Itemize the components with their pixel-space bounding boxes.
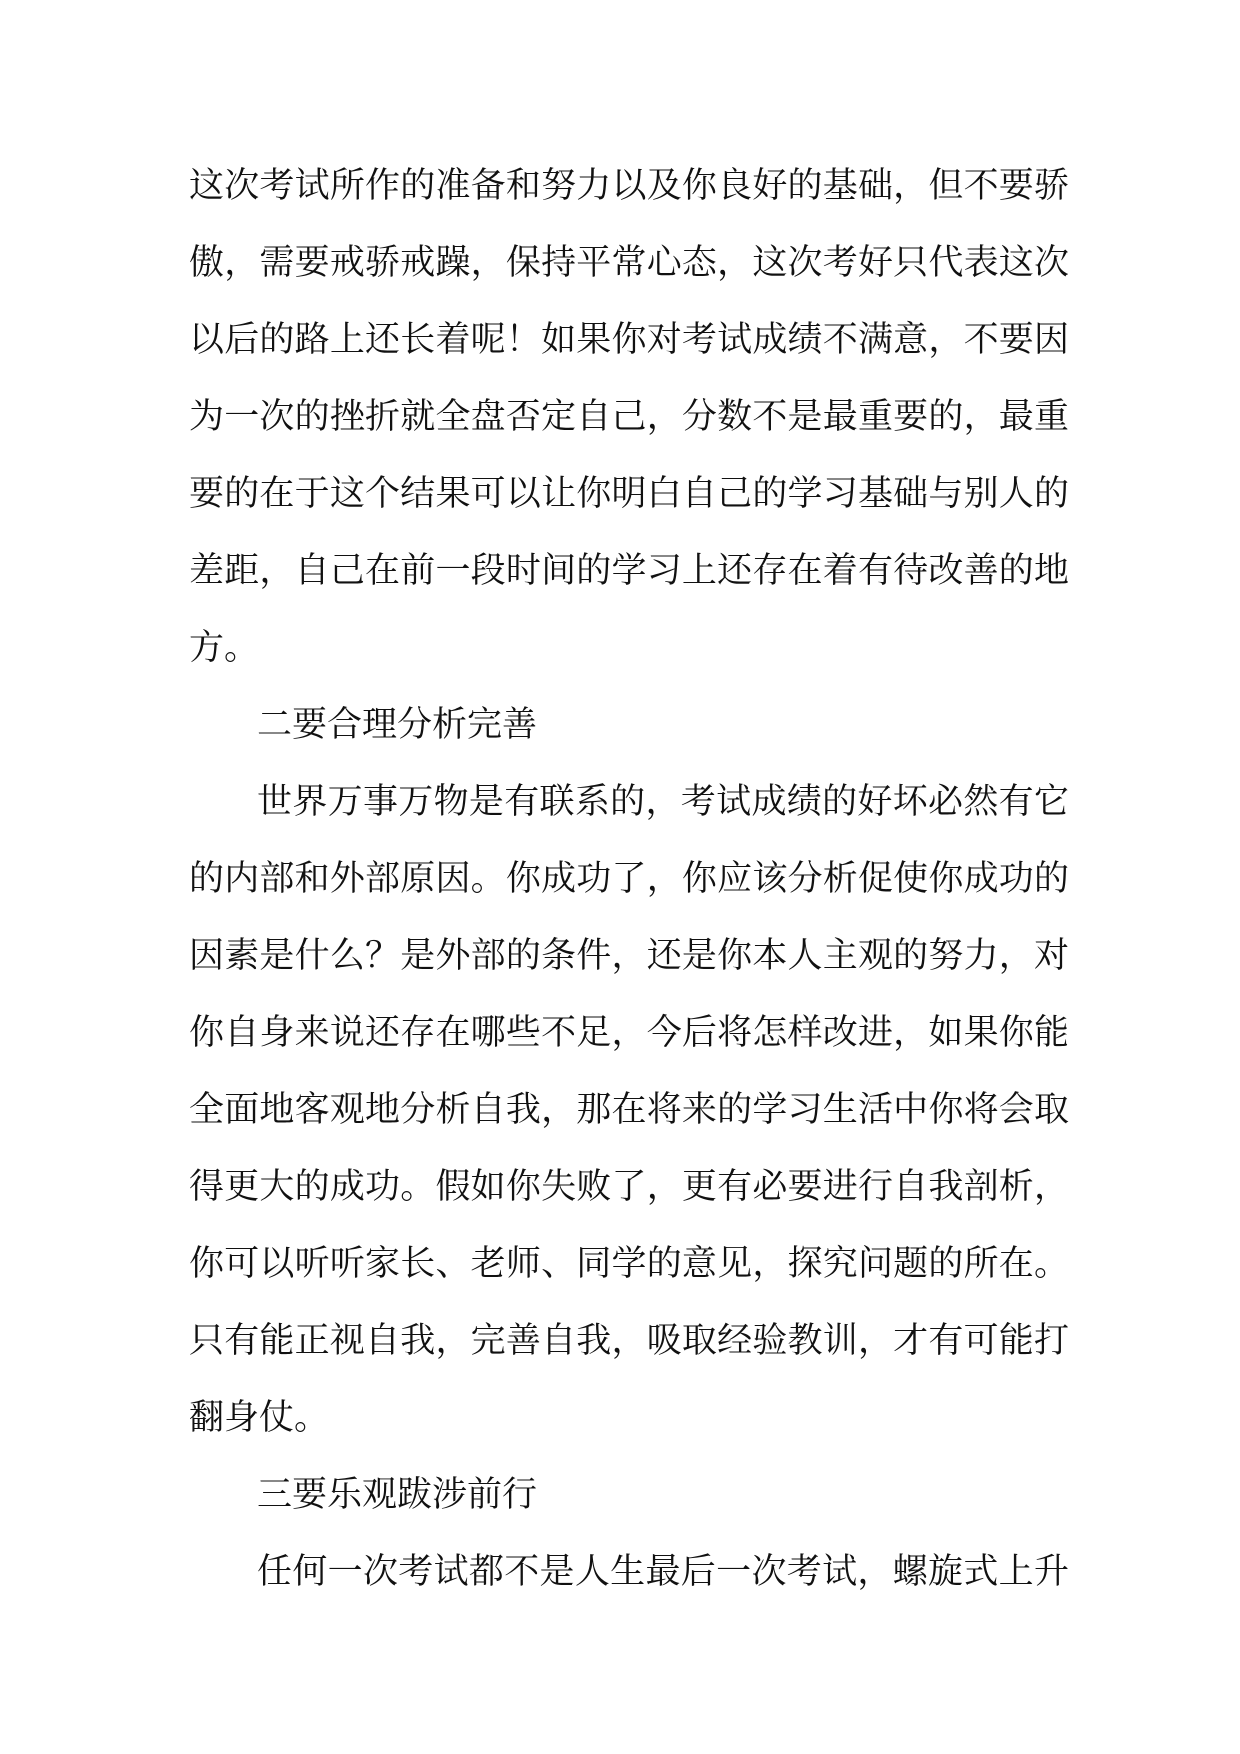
paragraph-line: 世界万事万物是有联系的，考试成绩的好坏必然有它 — [257, 782, 1069, 822]
paragraph-line: 只有能正视自我，完善自我，吸取经验教训，才有可能打 — [189, 1321, 1069, 1361]
paragraph-line: 以后的路上还长着呢！如果你对考试成绩不满意，不要因 — [189, 320, 1069, 360]
paragraph-line: 得更大的成功。假如你失败了，更有必要进行自我剖析， — [189, 1167, 1069, 1207]
paragraph-line: 因素是什么？是外部的条件，还是你本人主观的努力，对 — [189, 936, 1069, 976]
paragraph-line: 任何一次考试都不是人生最后一次考试，螺旋式上升 — [257, 1552, 1069, 1592]
section-heading: 二要合理分析完善 — [257, 705, 538, 745]
paragraph-line: 方。 — [189, 628, 260, 668]
paragraph-line: 差距，自己在前一段时间的学习上还存在着有待改善的地 — [189, 551, 1069, 591]
paragraph-line: 傲，需要戒骄戒躁，保持平常心态，这次考好只代表这次 — [189, 243, 1069, 283]
paragraph-line: 你自身来说还存在哪些不足，今后将怎样改进，如果你能 — [189, 1013, 1069, 1053]
paragraph-line: 要的在于这个结果可以让你明白自己的学习基础与别人的 — [189, 474, 1069, 514]
paragraph-line: 全面地客观地分析自我，那在将来的学习生活中你将会取 — [189, 1090, 1069, 1130]
paragraph-line: 这次考试所作的准备和努力以及你良好的基础，但不要骄 — [189, 166, 1069, 206]
paragraph-line: 为一次的挫折就全盘否定自己，分数不是最重要的，最重 — [189, 397, 1069, 437]
paragraph-line: 的内部和外部原因。你成功了，你应该分析促使你成功的 — [189, 859, 1069, 899]
body-text — [189, 165, 1069, 1628]
section-heading: 三要乐观跋涉前行 — [257, 1475, 538, 1515]
paragraph-line: 翻身仗。 — [189, 1398, 330, 1438]
paragraph-line: 你可以听听家长、老师、同学的意见，探究问题的所在。 — [189, 1244, 1069, 1284]
